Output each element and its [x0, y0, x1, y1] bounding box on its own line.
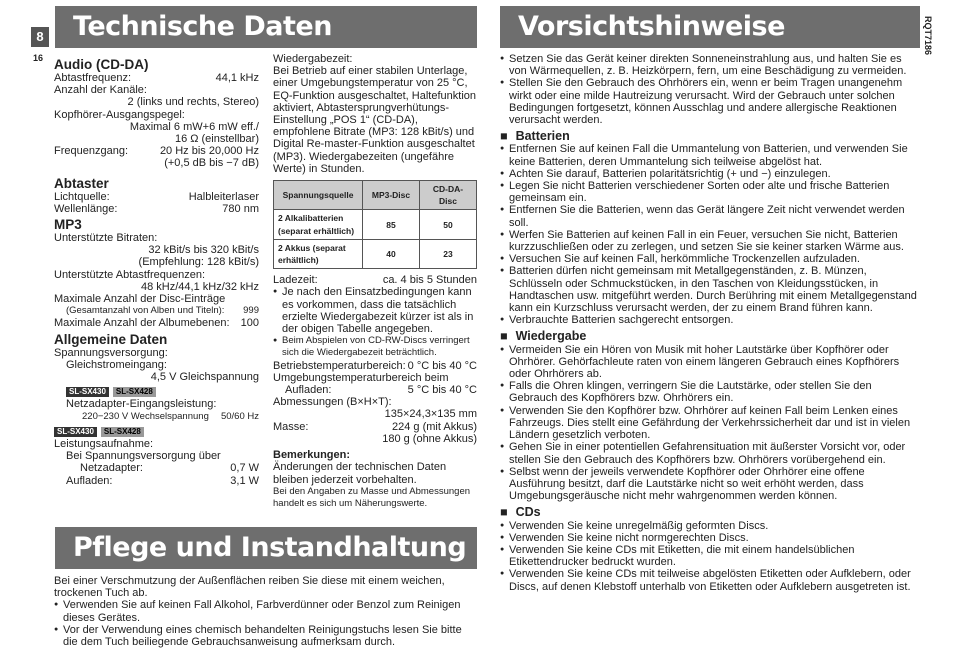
ambtemp-value: 5 °C bis 40 °C [407, 384, 477, 397]
list-item: ● Selbst wenn der jeweils verwendete Kopfhörer oder Ohrhörer eine offene Ausführung besitzt, darf die Lautstärke nicht so weit erhöht werden, dass Umgebungsgeräusche nicht mehr wahrgenommen werden können. [500, 466, 920, 503]
maxalb-label: Maximale Anzahl der Albumebenen: [54, 317, 230, 330]
table-cell: 2 Akkus (separat erhältlich) [274, 239, 363, 268]
model-sx428-tag: SL-SX428 [113, 387, 156, 397]
list-item: ● Legen Sie nicht Batterien verschiedener Sorten oder alte und frische Batterien gemeinsam ein. [500, 180, 920, 204]
fresp-value: 20 Hz bis 20,000 Hz [159, 145, 259, 158]
list-item: ● Versuchen Sie auf keinen Fall, herkömmliche Trockenzellen aufzuladen. [500, 253, 920, 265]
consumption-sub: Bei Spannungsversorgung über [66, 450, 221, 463]
table-row [274, 239, 477, 268]
optemp-value: 0 °C bis 40 °C [407, 359, 477, 372]
play-label: Wiedergabezeit: [273, 53, 353, 65]
bitrate-value: 32 kBit/s bis 320 kBit/s [148, 244, 259, 257]
maxalb-value: 100 [240, 317, 259, 330]
freq-label: Abtastfrequenz: [54, 72, 132, 84]
cds-heading: ■ CDs [500, 506, 920, 518]
list-item: ● Stellen Sie den Gebrauch des Ohrhörers ein, wenn er beim Tragen unangenehm wirkt oder eine milde Hautreizung verursacht. Wird der Gebrauch unter solchen Bedingungen fortgesetzt, können Ausschlag und andere allergische Reaktionen verursacht werden. [500, 77, 920, 126]
model-sx430-tag: SL-SX430 [66, 387, 109, 397]
mass-value-2: 180 g (ohne Akkus) [382, 432, 477, 445]
sfreq-label: Unterstützte Abtastfrequenzen: [54, 268, 206, 281]
note-playtime: ● Je nach den Einsatzbedingungen kann es vorkommen, dass die tatsächlich erzielte Wiedergabezeit kürzer ist als in der obigen Tabelle angegeben. [273, 286, 477, 335]
model-sx430-tag-2: SL-SX430 [54, 427, 97, 437]
list-item: ● Verwenden Sie keine CDs mit teilweise abgelösten Etiketten oder Aufklebern, oder Discs, auf denen Klebstoff unterhalb von Etiketten oder Aufklebern ausgetreten ist. [500, 568, 920, 592]
wave-value: 780 nm [222, 202, 259, 215]
table-header-source: Spannungsquelle [274, 181, 363, 210]
optemp-label: Betriebstemperaturbereich: [273, 359, 406, 372]
list-item: ● Werfen Sie Batterien auf keinen Fall in ein Feuer, versuchen Sie nicht, Batterien kurzzuschließen oder zu zerlegen, und setzen Sie sie keiner starken Wärme aus. [500, 229, 920, 253]
table-header-cdda: CD-DA-Disc [420, 181, 477, 210]
mass-value: 224 g (mit Akkus) [392, 420, 477, 433]
spec-column-2 [273, 53, 477, 510]
care-section [54, 575, 478, 648]
list-item: ● Verwenden Sie keine unregelmäßig geformten Discs. [500, 520, 920, 532]
document-id: RQT7186 [923, 16, 933, 56]
remarks-text: Änderungen der technischen Daten bleiben jederzeit vorbehalten. [273, 461, 447, 486]
table-row [274, 210, 477, 239]
care-intro: Bei einer Verschmutzung der Außenflächen reiben Sie diese mit einem weichen, trockenen Tuch ab. [54, 575, 445, 600]
list-item: ● Setzen Sie das Gerät keiner direkten Sonneneinstrahlung aus, und halten Sie es von Wärmequellen, z. B. Heizkörpern, fern, um eine Beschädigung zu vermeiden. [500, 53, 920, 77]
note-cdrw: ● Beim Abspielen von CD-RW-Discs verringert sich die Wiedergabezeit beträchtlich. [273, 335, 477, 359]
remarks-heading: Bemerkungen: [273, 449, 351, 462]
bitrate-recommend: (Empfehlung: 128 kBit/s) [138, 256, 259, 269]
remarks-note: Bei den Angaben zu Masse und Abmessungen handelt es sich um Näherungswerte. [273, 485, 471, 509]
list-item: ● Vor der Verwendung eines chemisch behandelten Reinigungstuchs lesen Sie bitte die dem Tuch beiliegende Gebrauchsanweisung aufmerksam durch. [54, 624, 478, 648]
list-item: ● Verbrauchte Batterien sachgerecht entsorgen. [500, 314, 920, 326]
channels-value: 2 (links und rechts, Stereo) [127, 96, 259, 109]
dc-label: Gleichstromeingang: [66, 358, 167, 371]
list-item: ● Verwenden Sie den Kopfhörer bzw. Ohrhörer auf keinen Fall beim Lenken eines Fahrzeugs. Dies stellt eine Gefährdung der Verkehrssicherheit dar und ist in vielen Ländern gesetzlich verboten. [500, 405, 920, 442]
maxdisc-sub-value: 999 [243, 305, 259, 317]
maxdisc-label: Maximale Anzahl der Disc-Einträge [54, 293, 226, 306]
list-item: ● Vermeiden Sie ein Hören von Musik mit hoher Lautstärke über Kopfhörer oder Ohrhörer. Gehörfachleute raten von einem längeren Gebrauch eines Kopfhörers oder Ohrhörers ab. [500, 344, 920, 381]
adapter-in-freq: 50/60 Hz [220, 410, 259, 422]
list-item: ● Entfernen Sie die Batterien, wenn das Gerät längere Zeit nicht verwendet werden soll. [500, 204, 920, 228]
list-item: ● Entfernen Sie auf keinen Fall die Ummantelung von Batterien, und verwenden Sie keine Batterien, deren Ummantelung sich teilweise abgelöst hat. [500, 143, 920, 167]
charge-time-value: ca. 4 bis 5 Stunden [382, 274, 477, 287]
headphone-label: Kopfhörer-Ausgangspegel: [54, 108, 185, 121]
adapter-label: Netzadapter: [80, 462, 143, 475]
laser-label: Lichtquelle: [54, 190, 110, 203]
model-sx428-tag-2: SL-SX428 [101, 427, 144, 437]
fresp-range: (+0,5 dB bis −7 dB) [164, 157, 259, 170]
list-item: ● Verwenden Sie keine CDs mit Etiketten, die mit einem handelsüblichen Etikettendrucker bedruckt wurden. [500, 544, 920, 568]
page-subnumber: 16 [33, 53, 44, 63]
table-cell: 85 [363, 210, 420, 239]
precautions-column [500, 53, 920, 593]
table-cell: 23 [420, 239, 477, 268]
care-title: Pflege und Instandhaltung [55, 527, 477, 569]
laser-value: Halbleiterlaser [188, 190, 259, 203]
adapter-in-label: Netzadapter-Eingangsleistung: [66, 398, 217, 411]
list-item: ● Achten Sie darauf, Batterien polaritätsrichtig (+ und −) einzulegen. [500, 168, 920, 180]
dim-label: Abmessungen (B×H×T): [273, 396, 392, 409]
power-label: Spannungsversorgung: [54, 346, 168, 359]
play-text: Bei Betrieb auf einer stabilen Unterlage, einer Umgebungstemperatur von 25 °C, EQ-Funktion ausgeschaltet, Haltefunktion aktiviert, Abtastersprungverhütungs-Einstellung „POS 1“ (CD-DA), empfohlene Bitrate (MP3: 128 kBit/s) und Digital Re-master-Funktion ausgeschaltet (MP3). Wiedergabezeiten (ungefähre Werte) in Stunden. [273, 65, 477, 175]
charge-label: Aufladen: [66, 474, 113, 487]
dc-value: 4,5 V Gleichspannung [150, 371, 259, 384]
consumption-label: Leistungsaufnahme: [54, 438, 154, 451]
table-cell: 50 [420, 210, 477, 239]
adapter-in-voltage: 220−230 V Wechselspannung [82, 410, 209, 422]
precautions-title: Vorsichtshinweise [500, 6, 920, 48]
ambtemp-label: Umgebungstemperaturbereich beim [273, 371, 449, 384]
mass-label: Masse: [273, 420, 309, 433]
freq-value: 44,1 kHz [215, 72, 259, 84]
channels-label: Anzahl der Kanäle: [54, 84, 147, 97]
audio-heading: Audio (CD-DA) [54, 57, 149, 72]
dim-value: 135×24,3×135 mm [384, 408, 477, 421]
battery-heading: ■ Batterien [500, 130, 920, 142]
playtime-table [273, 180, 477, 269]
headphone-impedance: 16 Ω (einstellbar) [174, 133, 259, 146]
list-item: ● Verwenden Sie keine nicht normgerechten Discs. [500, 532, 920, 544]
mp3-heading: MP3 [54, 217, 82, 233]
spec-column-1 [54, 55, 259, 487]
list-item: ● Batterien dürfen nicht gemeinsam mit Metallgegenständen, z. B. Münzen, Schlüsseln oder Schmuckstücken, in den Taschen von Kleidungsstücken, in Handtaschen usw. mitgeführt werden. Durch Berühring mit einem Metallgegenstand kann ein Kurzschluss verursacht werden, der zu einem Brand führen kann. [500, 265, 920, 314]
adapter-value: 0,7 W [230, 462, 259, 475]
charge-value: 3,1 W [230, 474, 259, 487]
bitrate-label: Unterstützte Bitraten: [54, 232, 158, 245]
maxdisc-sub-label: (Gesamtanzahl von Alben und Titeln): [66, 305, 225, 317]
wave-label: Wellenlänge: [54, 202, 118, 215]
list-item: ● Gehen Sie in einer potentiellen Gefahrensituation mit äußerster Vorsicht vor, oder stellen Sie den Gebrauch des Kopfhörers bzw. Ohrhörers vorübergehend ein. [500, 441, 920, 465]
ambtemp-sub: Aufladen: [285, 384, 332, 397]
list-item: ● Falls die Ohren klingen, verringern Sie die Lautstärke, oder stellen Sie den Gebrauch des Kopfhörers bzw. Ohrhörers ein. [500, 380, 920, 404]
table-cell: 40 [363, 239, 420, 268]
charge-time-label: Ladezeit: [273, 274, 318, 287]
table-cell: 2 Alkalibatterien (separat erhältlich) [274, 210, 363, 239]
list-item: ● Verwenden Sie auf keinen Fall Alkohol, Farbverdünner oder Benzol zum Reinigen dieses Gerätes. [54, 599, 478, 623]
headphone-value: Maximal 6 mW+6 mW eff./ [129, 120, 259, 133]
page-number: 8 [31, 27, 49, 47]
pickup-heading: Abtaster [54, 175, 109, 191]
general-heading: Allgemeine Daten [54, 331, 168, 347]
table-header-mp3: MP3-Disc [363, 181, 420, 210]
playback-heading: ■ Wiedergabe [500, 330, 920, 342]
technical-data-title: Technische Daten [55, 6, 477, 48]
sfreq-value: 48 kHz/44,1 kHz/32 kHz [141, 280, 259, 293]
fresp-label: Frequenzgang: [54, 145, 128, 158]
